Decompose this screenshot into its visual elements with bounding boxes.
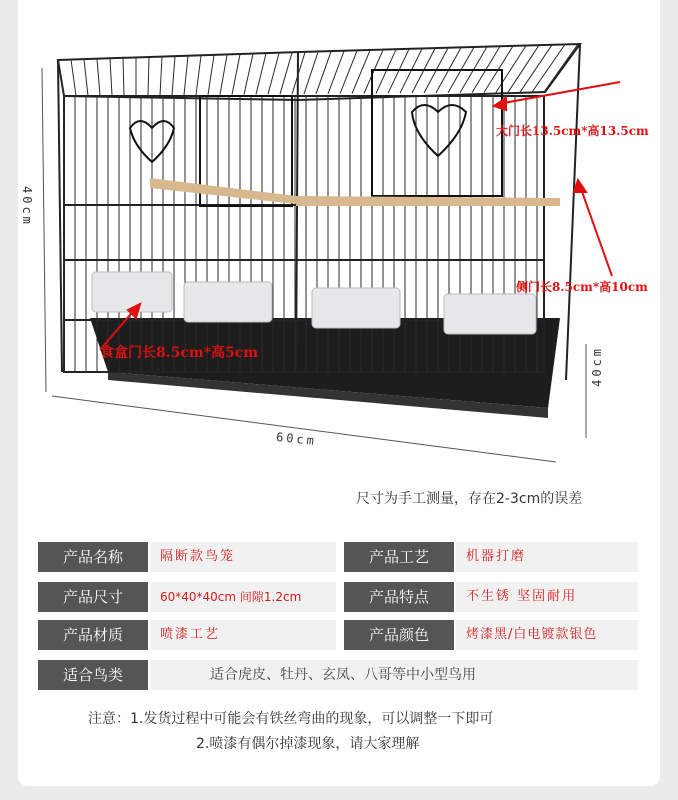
cage-top-bar [220, 55, 227, 95]
side-door-annotation: 侧门长8.5cm*高10cm [516, 280, 648, 294]
depth-dimension-label: 40cm [590, 346, 604, 387]
cage-top-bar [376, 50, 396, 94]
cage-top-bar [244, 54, 253, 95]
spec-value-birds: 适合虎皮、牡丹、玄凤、八哥等中小型鸟用 [150, 660, 638, 690]
spec-value-material: 喷漆工艺 [150, 620, 336, 650]
cage-top-bar [232, 54, 240, 94]
spec-value-color: 烤漆黑/白电镀款银色 [456, 620, 638, 650]
spec-row-1 [38, 542, 638, 572]
width-dimension-label: 60cm [275, 429, 318, 449]
spec-label-color: 产品颜色 [344, 620, 454, 650]
footer-note-line2: 2.喷漆有偶尔掉漆现象，请大家理解 [196, 736, 420, 752]
spec-value-feature: 不生锈 坚固耐用 [456, 582, 638, 612]
cage-top-bar [196, 56, 201, 95]
cage-top-bar [268, 53, 279, 94]
main-door-annotation: 大门长13.5cm*高13.5cm [496, 124, 649, 138]
spec-label-birds: 适合鸟类 [38, 660, 148, 690]
spec-row-4 [38, 660, 638, 690]
cage-top-bar [110, 58, 112, 95]
spec-label-craft: 产品工艺 [344, 542, 454, 572]
spec-value-name: 隔断款鸟笼 [150, 542, 336, 572]
cage-top-bar [364, 50, 383, 94]
food-door-annotation: 食盒门长8.5cm*高5cm [100, 345, 259, 361]
cage-top-bar [71, 60, 76, 96]
spec-label-material: 产品材质 [38, 620, 148, 650]
cage-top-bar [316, 52, 331, 94]
cage-top-bar [388, 49, 409, 93]
cage-top-bar [304, 52, 318, 94]
cage-top-bar [123, 58, 124, 96]
spec-value-craft: 机器打磨 [456, 542, 638, 572]
height-dimension-label: 40cm [20, 186, 34, 227]
cage-top-bar [520, 45, 552, 92]
spec-label-size: 产品尺寸 [38, 582, 148, 612]
cage-top-bar [280, 53, 292, 94]
cage-top-bar [84, 59, 88, 96]
cage-top-bar [208, 55, 214, 95]
cage-top-bar [160, 57, 162, 95]
cage-top-bar [172, 56, 175, 95]
cage-top-bar [328, 51, 344, 94]
spec-label-feature: 产品特点 [344, 582, 454, 612]
spec-label-name: 产品名称 [38, 542, 148, 572]
footer-note-line1: 注意：1.发货过程中可能会有铁丝弯曲的现象，可以调整一下即可 [88, 711, 494, 727]
spec-row-2 [38, 582, 638, 612]
spec-value-size: 60*40*40cm 间隙1.2cm [150, 582, 336, 612]
cage-top-bar [508, 45, 539, 92]
cage-top-bar [256, 54, 266, 95]
cage-top-bar [148, 57, 149, 95]
cage-top-bar [97, 59, 100, 96]
measurement-note: 尺寸为手工测量，存在2-3cm的误差 [356, 491, 583, 507]
spec-row-3 [38, 620, 638, 650]
cage-top-bar [184, 56, 188, 95]
